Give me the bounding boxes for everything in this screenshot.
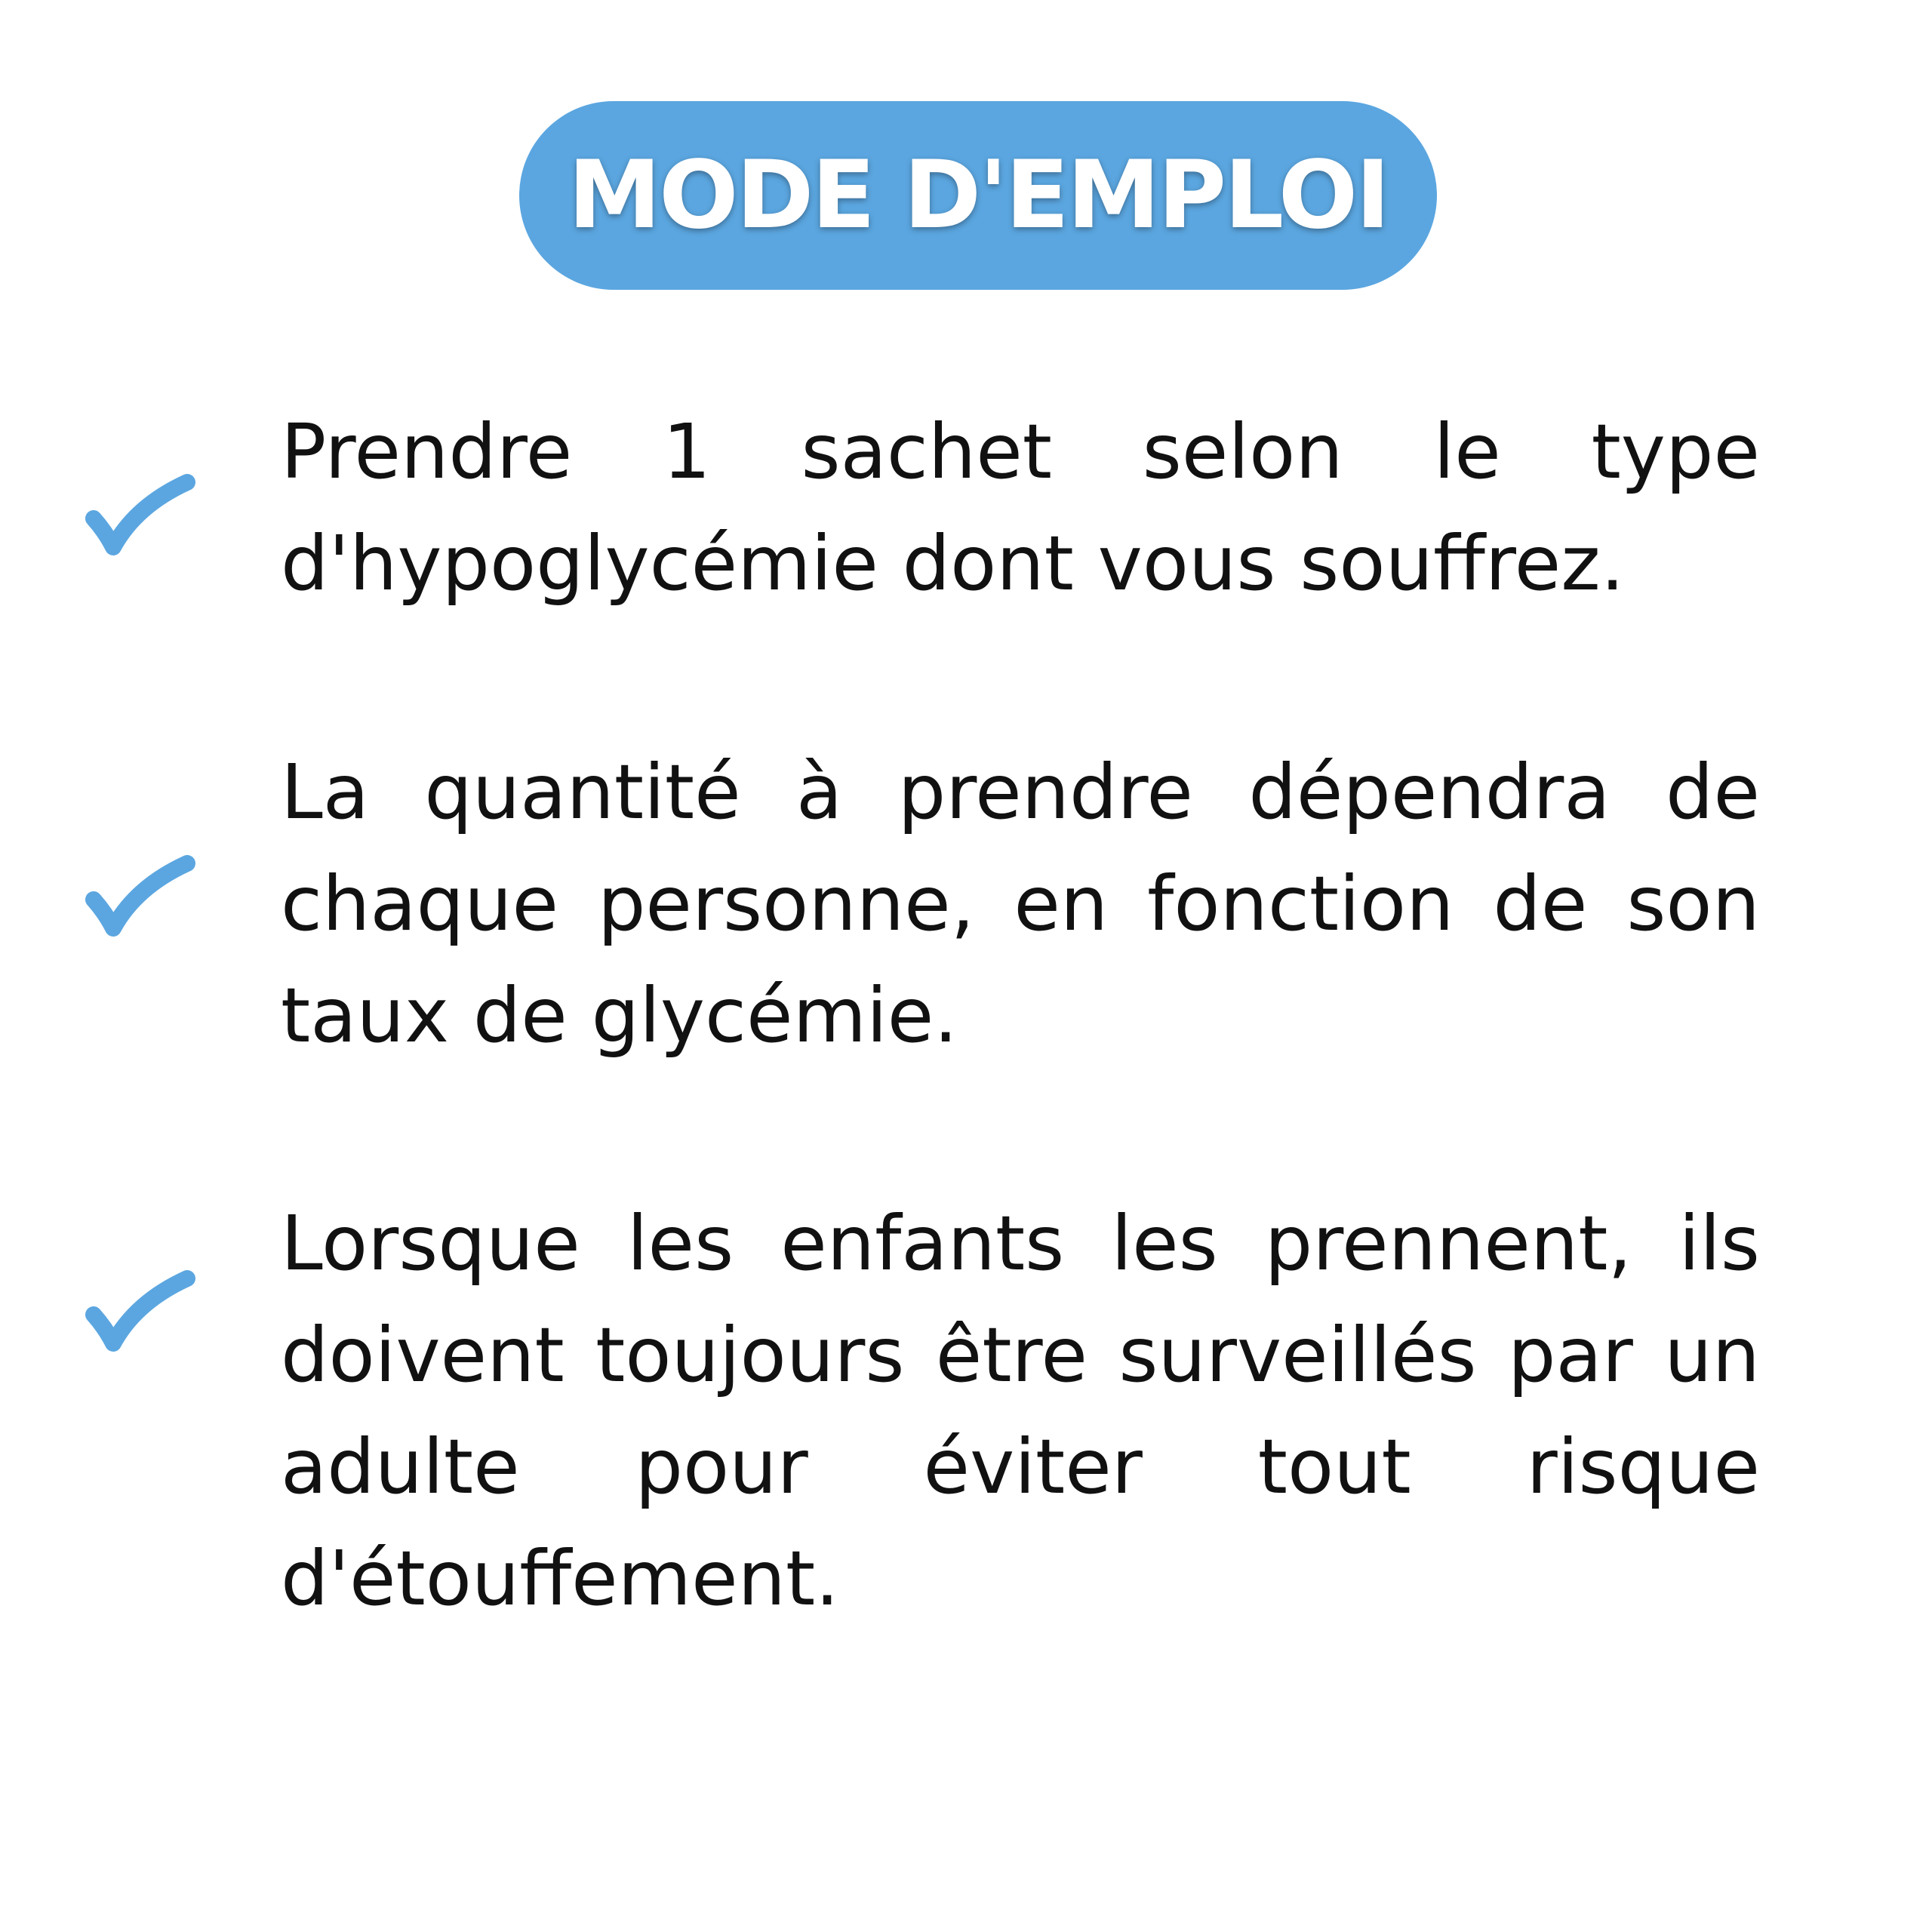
instruction-item-1	[281, 396, 1760, 620]
instruction-text: La quantité à prendre dépendra de chaque personne, en fonction de son taux de glycémie.	[281, 748, 1760, 1060]
checkmark-icon	[83, 472, 196, 558]
instruction-text: Prendre 1 sachet selon le type d'hypoglycémie dont vous souffrez.	[281, 408, 1760, 608]
instruction-item-2	[281, 737, 1760, 1072]
instruction-item-3	[281, 1188, 1760, 1635]
title-banner	[519, 101, 1437, 290]
checkmark-icon	[83, 853, 196, 940]
page-title: MODE D'EMPLOI	[568, 141, 1389, 250]
instruction-text: Lorsque les enfants les prennent, ils doivent toujours être surveillés par un adulte pour éviter tout risque d'étouffement.	[281, 1199, 1760, 1623]
checkmark-icon	[83, 1268, 196, 1355]
